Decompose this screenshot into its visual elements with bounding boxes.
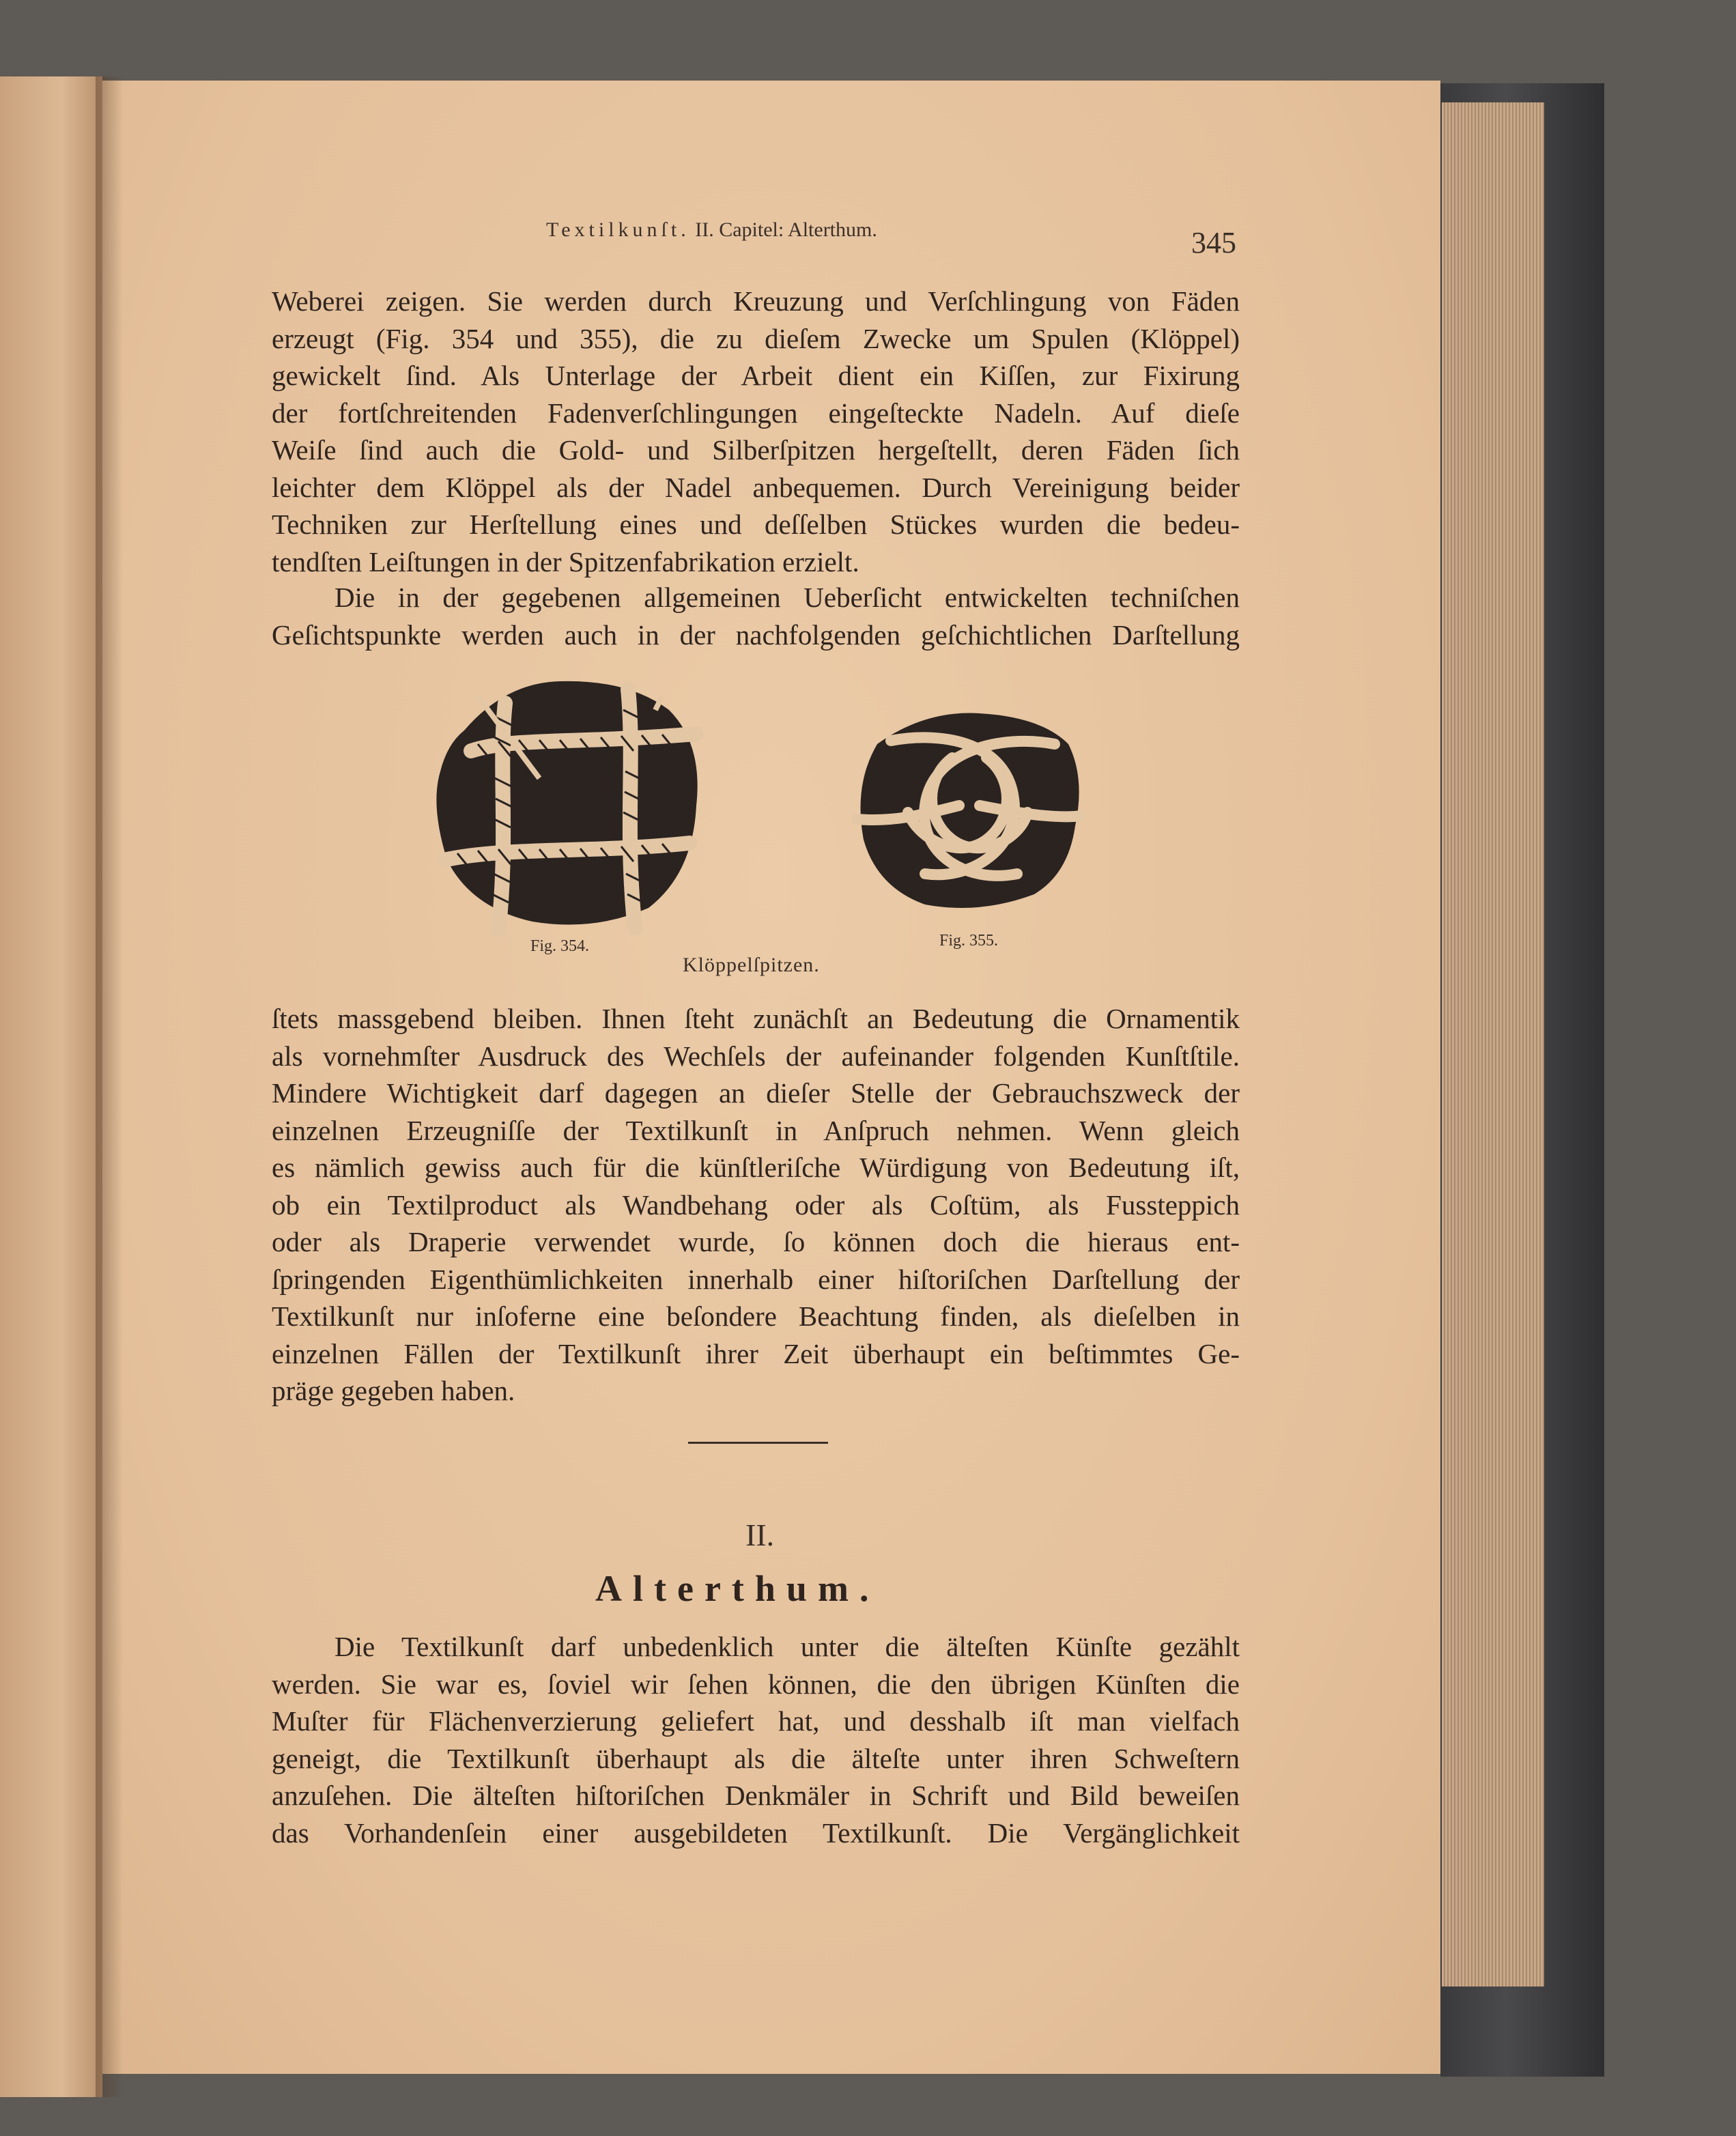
text-line: das Vorhandenſein einer ausgebildeten Textilkunſt. Die Vergänglichkeit <box>272 1817 1240 1849</box>
text-line: erzeugt (Fig. 354 und 355), die zu dieſem Zwecke um Spulen (Klöppel) <box>272 322 1240 354</box>
text-line: Muſter für Flächenverzierung geliefert hat, und desshalb iſt man vielfach <box>272 1705 1240 1737</box>
text-line: es nämlich gewiss auch für die künſtleriſche Würdigung von Bedeutung iſt, <box>272 1152 1240 1183</box>
paragraph-3 <box>272 1000 1240 1410</box>
text-line: Die in der gegebenen allgemeinen Ueberſicht entwickelten techniſchen <box>335 582 1240 613</box>
text-line: der fortſchreitenden Fadenverſchlingungen eingeſteckte Nadeln. Auf dieſe <box>272 397 1240 429</box>
running-header <box>546 218 877 242</box>
section-divider <box>688 1442 828 1444</box>
figure-355-caption: Fig. 355. <box>939 932 999 950</box>
chapter-title: Alterthum. <box>595 1568 880 1609</box>
text-line: leichter dem Klöppel als der Nadel anbequemen. Durch Vereinigung beider <box>272 471 1240 503</box>
page-number: 345 <box>1191 226 1236 259</box>
text-line: Die Textilkunſt darf unbedenklich unter die älteſten Künſte gezählt <box>335 1631 1240 1662</box>
running-title: Textilkunſt. <box>546 218 690 241</box>
figure-355-illustration <box>850 703 1085 915</box>
figure-354-illustration <box>423 669 710 935</box>
text-line: einzelnen Fällen der Textilkunſt ihrer Zeit überhaupt ein beſtimmtes Ge- <box>272 1337 1240 1369</box>
paragraph-1 <box>272 283 1240 580</box>
chapter-reference: II. Capitel: Alterthum. <box>695 218 877 241</box>
figure-354-caption: Fig. 354. <box>530 937 590 955</box>
text-line: Weiſe ſind auch die Gold- und Silberſpitzen hergeſtellt, deren Fäden ſich <box>272 434 1240 466</box>
text-line: Geſichtspunkte werden auch in der nachfolgenden geſchichtlichen Darſtellung <box>272 618 1240 651</box>
spine-shadow <box>96 76 123 2097</box>
text-line: Techniken zur Herſtellung eines und deſſelben Stückes wurden die bedeu- <box>272 509 1240 540</box>
figure-title: Klöppelſpitzen. <box>683 954 820 976</box>
text-line: werden. Sie war es, ſoviel wir ſehen können, die den übrigen Künſten die <box>272 1668 1240 1700</box>
text-line: ſpringenden Eigenthümlichkeiten innerhalb einer hiſtoriſchen Darſtellung der <box>272 1263 1240 1295</box>
text-line: geneigt, die Textilkunſt überhaupt als die älteſte unter ihren Schweſtern <box>272 1742 1240 1774</box>
text-line: Weberei zeigen. Sie werden durch Kreuzung und Verſchlingung von Fäden <box>272 285 1240 317</box>
chapter-number: II. <box>745 1518 775 1552</box>
text-line: ſtets massgebend bleiben. Ihnen ſteht zunächſt an Bedeutung die Ornamentik <box>272 1003 1240 1034</box>
page-block-edges <box>1442 102 1544 1987</box>
text-line: präge gegeben haben. <box>272 1375 515 1406</box>
text-line: ob ein Textilproduct als Wandbehang oder als Coſtüm, als Fussteppich <box>272 1188 1240 1221</box>
text-line: gewickelt ſind. Als Unterlage der Arbeit dient ein Kiſſen, zur Fixirung <box>272 360 1240 391</box>
text-line: Mindere Wichtigkeit darf dagegen an dieſer Stelle der Gebrauchszweck der <box>272 1077 1240 1109</box>
left-page-edge <box>0 76 102 2097</box>
text-line: als vornehmſter Ausdruck des Wechſels der aufeinander folgenden Kunſtſtile. <box>272 1040 1240 1072</box>
paragraph-4 <box>272 1628 1240 1851</box>
text-line: oder als Draperie verwendet wurde, ſo können doch die hieraus ent- <box>272 1226 1240 1257</box>
text-line: einzelnen Erzeugniſſe der Textilkunſt in Anſpruch nehmen. Wenn gleich <box>272 1114 1240 1146</box>
paragraph-2 <box>272 579 1240 653</box>
text-line: anzuſehen. Die älteſten hiſtoriſchen Denkmäler in Schrift und Bild beweiſen <box>272 1780 1240 1811</box>
text-line: Textilkunſt nur inſoferne eine beſondere Beachtung finden, als dieſelben in <box>272 1300 1240 1332</box>
text-line: tendſten Leiſtungen in der Spitzenfabrikation erzielt. <box>272 545 859 578</box>
